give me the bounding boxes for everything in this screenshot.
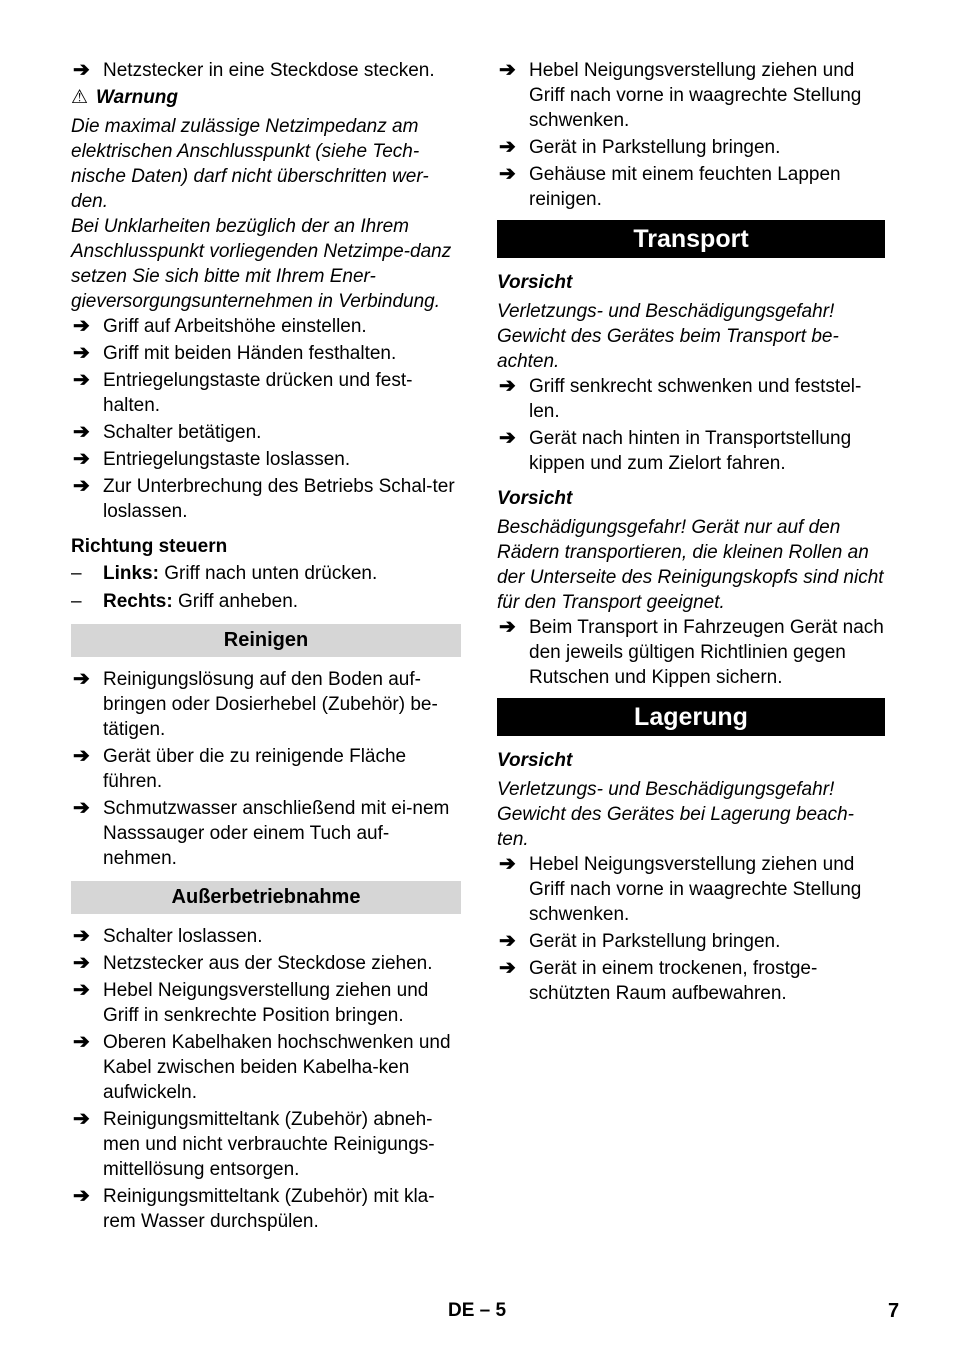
list-item: ➔ Hebel Neigungsverstellung ziehen und Griff nach vorne in waagrechte Stellung schwenken.	[499, 59, 862, 131]
list-item: ➔ Gerät nach hinten in Transportstellung kippen und zum Zielort fahren.	[499, 427, 852, 474]
arrow-icon: ➔	[499, 957, 516, 979]
section-heading-reinigen: Reinigen	[71, 624, 461, 657]
dash-icon: –	[71, 591, 82, 612]
arrow-icon: ➔	[73, 342, 90, 364]
list-item: ➔ Gerät über die zu reinigende Fläche führen.	[73, 745, 407, 792]
arrow-icon: ➔	[499, 375, 516, 397]
list-item: ➔ Zur Unterbrechung des Betriebs Schal-ter loslassen.	[73, 475, 455, 522]
list-item: ➔ Gerät in Parkstellung bringen.	[499, 136, 781, 158]
caution-text: Verletzungs- und Beschädigungsgefahr! Gewicht des Gerätes bei Lagerung beach-ten.	[497, 779, 854, 850]
list-item: ➔ Netzstecker in eine Steckdose stecken.	[73, 59, 435, 81]
list-item: ➔ Beim Transport in Fahrzeugen Gerät nach den jeweils gültigen Richtlinien gegen Rutschen und Kippen sichern.	[499, 616, 884, 688]
list-item: – Rechts: Griff anheben.	[71, 591, 299, 612]
arrow-icon: ➔	[73, 979, 90, 1001]
section-heading-transport: Transport	[497, 220, 885, 258]
warning-icon: ⚠	[71, 87, 89, 108]
arrow-icon: ➔	[499, 59, 516, 81]
footer-section-label: DE – 5	[448, 1300, 507, 1321]
list-item: ➔ Hebel Neigungsverstellung ziehen und Griff in senkrechte Position bringen.	[73, 979, 429, 1026]
section-heading-lagerung: Lagerung	[497, 698, 885, 736]
list-item: ➔ Schalter betätigen.	[73, 421, 262, 443]
dash-icon: –	[71, 563, 82, 584]
caution-text: Verletzungs- und Beschädigungsgefahr! Gewicht des Gerätes beim Transport be-achten.	[497, 301, 839, 372]
arrow-icon: ➔	[73, 797, 90, 819]
warning-heading: ⚠ Warnung	[71, 87, 179, 108]
list-item: ➔ Reinigungslösung auf den Boden auf-bringen oder Dosierhebel (Zubehör) be-tätigen.	[73, 668, 438, 740]
caution-heading: Vorsicht	[497, 272, 573, 293]
arrow-icon: ➔	[73, 668, 90, 690]
arrow-icon: ➔	[499, 163, 516, 185]
list-item: ➔ Griff senkrecht schwenken und feststel-len.	[499, 375, 862, 422]
arrow-icon: ➔	[73, 421, 90, 443]
arrow-icon: ➔	[499, 853, 516, 875]
list-item: ➔ Gerät in Parkstellung bringen.	[499, 930, 781, 952]
list-item: ➔ Griff mit beiden Händen festhalten.	[73, 342, 397, 364]
section-heading-ausserbetriebnahme: Außerbetriebnahme	[71, 881, 461, 914]
list-item: ➔ Gehäuse mit einem feuchten Lappen reinigen.	[499, 163, 841, 210]
caution-text: Beschädigungsgefahr! Gerät nur auf den Rädern transportieren, die kleinen Rollen an der Unterseite des Reinigungskopfs sind nicht für den Transport geeignet.	[497, 517, 884, 613]
page-number: 7	[888, 1300, 900, 1322]
list-item: ➔ Griff auf Arbeitshöhe einstellen.	[73, 315, 367, 337]
list-item: ➔ Oberen Kabelhaken hochschwenken und Kabel zwischen beiden Kabelha-ken aufwickeln.	[73, 1031, 451, 1103]
list-item: ➔ Reinigungsmitteltank (Zubehör) abneh-men und nicht verbrauchte Reinigungs-mittellösung entsorgen.	[73, 1108, 435, 1180]
warning-text: Bei Unklarheiten bezüglich der an Ihrem Anschlusspunkt vorliegenden Netzimpe-danz setzen Sie sich bitte mit Ihrem Ener-gieversorgungsunternehmen in Verbindung.	[71, 216, 452, 312]
list-item: ➔ Schmutzwasser anschließend mit ei-nem Nasssauger oder einem Tuch auf-nehmen.	[73, 797, 450, 869]
arrow-icon: ➔	[73, 475, 90, 497]
arrow-icon: ➔	[73, 369, 90, 391]
list-item: ➔ Hebel Neigungsverstellung ziehen und Griff nach vorne in waagrechte Stellung schwenken.	[499, 853, 862, 925]
arrow-icon: ➔	[73, 1185, 90, 1207]
list-item: ➔ Entriegelungstaste loslassen.	[73, 448, 351, 470]
arrow-icon: ➔	[73, 925, 90, 947]
arrow-icon: ➔	[73, 315, 90, 337]
arrow-icon: ➔	[499, 427, 516, 449]
arrow-icon: ➔	[73, 59, 90, 81]
arrow-icon: ➔	[499, 616, 516, 638]
arrow-icon: ➔	[73, 1031, 90, 1053]
list-item: – Links: Griff nach unten drücken.	[71, 563, 378, 584]
left-column	[71, 58, 461, 1236]
list-item: ➔ Schalter loslassen.	[73, 925, 263, 947]
arrow-icon: ➔	[499, 136, 516, 158]
arrow-icon: ➔	[73, 448, 90, 470]
right-column	[497, 58, 885, 1008]
list-item: ➔ Entriegelungstaste drücken und fest-halten.	[73, 369, 413, 416]
list-item: ➔ Gerät in einem trockenen, frostge-schützten Raum aufbewahren.	[499, 957, 818, 1004]
arrow-icon: ➔	[499, 930, 516, 952]
list-item: ➔ Reinigungsmitteltank (Zubehör) mit kla-rem Wasser durchspülen.	[73, 1185, 435, 1232]
arrow-icon: ➔	[73, 745, 90, 767]
arrow-icon: ➔	[73, 1108, 90, 1130]
warning-text: Die maximal zulässige Netzimpedanz am elektrischen Anschlusspunkt (siehe Tech-nische Daten) darf nicht überschritten wer-den.	[71, 116, 429, 212]
subheading-richtung: Richtung steuern	[71, 536, 228, 557]
caution-heading: Vorsicht	[497, 488, 573, 509]
caution-heading: Vorsicht	[497, 750, 573, 771]
operation-steps	[71, 314, 461, 524]
arrow-icon: ➔	[73, 952, 90, 974]
list-item: ➔ Netzstecker aus der Steckdose ziehen.	[73, 952, 433, 974]
